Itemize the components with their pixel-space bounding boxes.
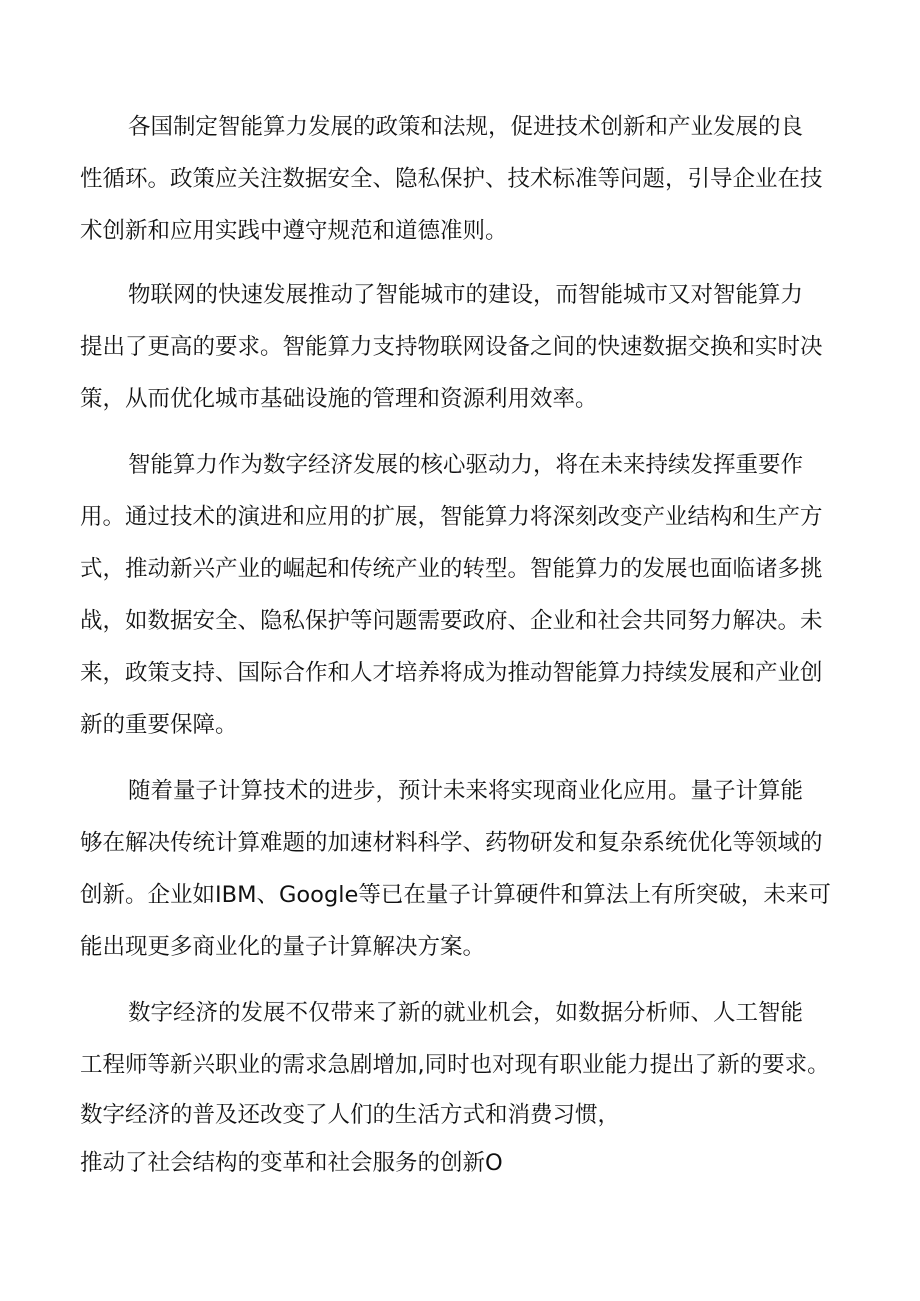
paragraph-2-line-3: 策，从而优化城市基础设施的管理和资源利用效率。 — [80, 386, 598, 412]
paragraph-4-line-2: 够在解决传统计算难题的加速材料科学、药物研发和复杂系统优化等领域的 — [80, 830, 823, 856]
paragraph-5-line-4: 推动了社会结构的变革和社会服务的创新O — [80, 1150, 503, 1176]
paragraph-3-line-2: 用。通过技术的演进和应用的扩展，智能算力将深刻改变产业结构和生产方 — [80, 504, 823, 530]
paragraph-4-line-3: 创新。企业如IBM、Google等已在量子计算硬件和算法上有所突破，未来可 — [80, 882, 831, 908]
paragraph-1-line-2: 性循环。政策应关注数据安全、隐私保护、技术标准等问题，引导企业在技 — [80, 166, 823, 192]
paragraph-4-line-1: 随着量子计算技术的进步，预计未来将实现商业化应用。量子计算能 — [128, 778, 804, 804]
paragraph-3-line-3: 式，推动新兴产业的崛起和传统产业的转型。智能算力的发展也面临诸多挑 — [80, 556, 823, 582]
paragraph-5-line-1: 数字经济的发展不仅带来了新的就业机会，如数据分析师、人工智能 — [128, 1000, 804, 1026]
paragraph-2-line-1: 物联网的快速发展推动了智能城市的建设，而智能城市又对智能算力 — [128, 282, 804, 308]
paragraph-2-line-2: 提出了更高的要求。智能算力支持物联网设备之间的快速数据交换和实时决 — [80, 334, 823, 360]
paragraph-3-line-4: 战，如数据安全、隐私保护等问题需要政府、企业和社会共同努力解决。未 — [80, 608, 823, 634]
paragraph-4-line-4: 能出现更多商业化的量子计算解决方案。 — [80, 934, 486, 960]
paragraph-1-line-3: 术创新和应用实践中遵守规范和道德准则。 — [80, 218, 508, 244]
paragraph-1-line-1: 各国制定智能算力发展的政策和法规，促进技术创新和产业发展的良 — [128, 114, 804, 140]
paragraph-5-line-2: 工程师等新兴职业的需求急剧增加,同时也对现有职业能力提出了新的要求。 — [80, 1052, 830, 1078]
paragraph-3-line-1: 智能算力作为数字经济发展的核心驱动力，将在未来持续发挥重要作 — [128, 452, 804, 478]
paragraph-5-line-3: 数字经济的普及还改变了人们的生活方式和消费习惯， — [80, 1102, 621, 1128]
paragraph-3-line-6: 新的重要保障。 — [80, 712, 238, 738]
paragraph-3-line-5: 来，政策支持、国际合作和人才培养将成为推动智能算力持续发展和产业创 — [80, 660, 823, 686]
